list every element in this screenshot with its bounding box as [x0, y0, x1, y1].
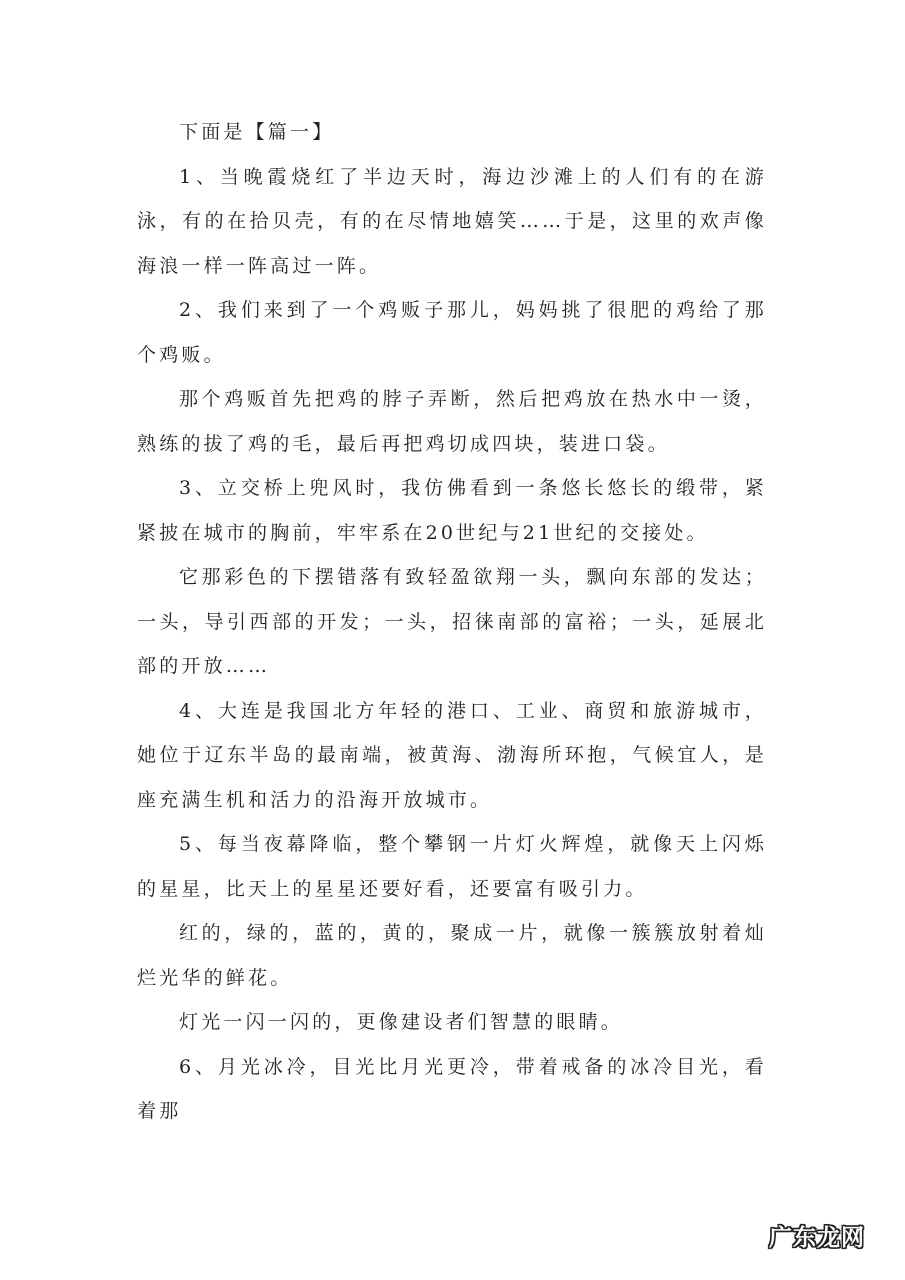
document-page: [137, 110, 767, 1134]
paragraph-5: 5、每当夜幕降临，整个攀钢一片灯火辉煌，就像天上闪烁的星星，比天上的星星还要好看，还要富有吸引力。: [137, 833, 767, 900]
paragraph-2-continued: 那个鸡贩首先把鸡的脖子弄断，然后把鸡放在热水中一烫，熟练的拔了鸡的毛，最后再把鸡切成四块，装进口袋。: [137, 388, 767, 455]
section-heading: 下面是【篇一】: [179, 121, 335, 143]
paragraph-2: 2、我们来到了一个鸡贩子那儿，妈妈挑了很肥的鸡给了那个鸡贩。: [137, 299, 767, 366]
paragraph-6: 6、月光冰冷，目光比月光更冷，带着戒备的冰冷目光，看着那: [137, 1055, 767, 1122]
paragraph-5-continued-b: 灯光一闪一闪的，更像建设者们智慧的眼睛。: [179, 1011, 624, 1033]
site-watermark: 广东龙网: [769, 1225, 865, 1251]
paragraph-3-continued: 它那彩色的下摆错落有致轻盈欲翔一头，飘向东部的发达；一头，导引西部的开发；一头，招徕南部的富裕；一头，延展北部的开放……: [137, 566, 767, 677]
paragraph-3: 3、立交桥上兜风时，我仿佛看到一条悠长悠长的缎带，紧紧披在城市的胸前，牢牢系在20世纪与21世纪的交接处。: [137, 477, 767, 544]
paragraph-4: 4、大连是我国北方年轻的港口、工业、商贸和旅游城市，她位于辽东半岛的最南端，被黄海、渤海所环抱，气候宜人，是座充满生机和活力的沿海开放城市。: [137, 699, 767, 811]
paragraph-1: 1、当晚霞烧红了半边天时，海边沙滩上的人们有的在游泳，有的在拾贝壳，有的在尽情地嬉笑……于是，这里的欢声像海浪一样一阵高过一阵。: [137, 165, 767, 277]
paragraph-5-continued-a: 红的，绿的，蓝的，黄的，聚成一片，就像一簇簇放射着灿烂光华的鲜花。: [137, 922, 767, 989]
